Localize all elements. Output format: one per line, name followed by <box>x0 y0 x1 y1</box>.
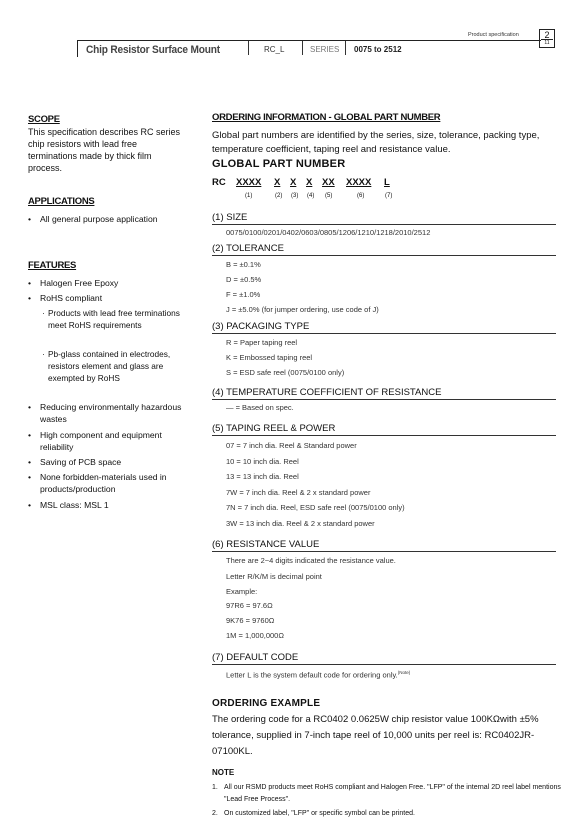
gpn-index: (3) <box>291 193 299 199</box>
default-note-mark: (Note) <box>397 670 411 675</box>
header-separator <box>248 41 249 55</box>
taping-label: (5) TAPING REEL & POWER <box>212 423 336 434</box>
section-rule <box>212 333 556 334</box>
resistance-item: Letter R/K/M is decimal point <box>226 572 322 581</box>
tolerance-item: F = ±1.0% <box>226 290 261 299</box>
gpn-part: XXXX <box>236 177 262 188</box>
gpn-index: (5) <box>325 193 333 199</box>
example-heading: ORDERING EXAMPLE <box>212 698 321 709</box>
series-label: SERIES <box>310 45 340 54</box>
gpn-part: X <box>306 177 313 188</box>
size-value: 0075/0100/0201/0402/0603/0805/1206/1210/1218/2010/2512 <box>226 228 431 237</box>
scope-text: This specification describes RC series chip resistors with lead free terminations made by thick film process. <box>28 127 181 173</box>
page-number: 2 <box>544 30 550 40</box>
section-rule <box>212 664 556 665</box>
taping-item: 7W = 7 inch dia. Reel & 2 x standard power <box>226 488 371 497</box>
gpn-part: XXXX <box>346 177 372 188</box>
size-label: (1) SIZE <box>212 212 248 223</box>
taping-item: 07 = 7 inch dia. Reel & Standard power <box>226 441 357 450</box>
taping-item: 3W = 13 inch dia. Reel & 2 x standard power <box>226 519 375 528</box>
features-heading: FEATURES <box>28 260 77 271</box>
ordering-heading: ORDERING INFORMATION - GLOBAL PART NUMBER <box>212 112 441 123</box>
product-spec-label: Product specification <box>468 32 519 38</box>
document-title: Chip Resistor Surface Mount <box>86 44 220 56</box>
default-text: Letter L is the system default code for ordering only.$^{(Note)}$ <box>226 670 411 680</box>
gpn-index: (7) <box>385 193 393 199</box>
section-rule <box>212 551 556 552</box>
taping-item: 7N = 7 inch dia. Reel, ESD safe reel (0075/0100 only) <box>226 503 405 512</box>
resistance-item: Example: <box>226 587 258 596</box>
packaging-item: K = Embossed taping reel <box>226 353 313 362</box>
tolerance-item: B = ±0.1% <box>226 260 261 269</box>
section-rule <box>212 255 556 256</box>
tcr-item: — = Based on spec. <box>226 403 294 412</box>
packaging-item: R = Paper taping reel <box>226 338 298 347</box>
gpn-part: L <box>384 177 390 188</box>
section-rule <box>212 224 556 225</box>
gpn-title: GLOBAL PART NUMBER <box>212 158 346 170</box>
gpn-part: X <box>274 177 281 188</box>
packaging-label: (3) PACKAGING TYPE <box>212 321 310 332</box>
gpn-prefix: RC <box>212 177 226 188</box>
note-heading: NOTE <box>212 768 235 777</box>
tolerance-item: D = ±0.5% <box>226 275 262 284</box>
tolerance-label: (2) TOLERANCE <box>212 243 284 254</box>
gpn-index: (2) <box>275 193 283 199</box>
page-number-box <box>539 29 555 48</box>
gpn-part: X <box>290 177 297 188</box>
taping-item: 13 = 13 inch dia. Reel <box>226 472 299 481</box>
page-total: 11 <box>544 40 550 46</box>
resistance-item: There are 2~4 digits indicated the resistance value. <box>226 556 396 565</box>
ordering-intro: Global part numbers are identified by the series, size, tolerance, packing type, temperature coefficient, taping reel and resistance value. <box>212 130 540 155</box>
gpn-part: XX <box>322 177 335 188</box>
example-text: The ordering code for a RC0402 0.0625W chip resistor value 100KΩwith ±5% tolerance, supplied in 7-inch tape reel of 10,000 units per reel is: RC0402JR-07100KL. <box>212 714 539 757</box>
series-code: RC_L <box>264 45 285 54</box>
section-rule <box>212 435 556 436</box>
default-label: (7) DEFAULT CODE <box>212 652 299 663</box>
packaging-item: S = ESD safe reel (0075/0100 only) <box>226 368 345 377</box>
tolerance-item: J = ±5.0% (for jumper ordering, use code of J) <box>226 305 379 314</box>
header-separator <box>302 41 303 55</box>
scope-heading: SCOPE <box>28 114 60 125</box>
gpn-index: (4) <box>307 193 315 199</box>
resistance-item: 97R6 = 97.6Ω <box>226 601 273 610</box>
resistance-item: 1M = 1,000,000Ω <box>226 631 284 640</box>
tcr-label: (4) TEMPERATURE COEFFICIENT OF RESISTANCE <box>212 387 442 398</box>
resistance-item: 9K76 = 9760Ω <box>226 616 275 625</box>
header-tick <box>77 40 78 57</box>
header-rule <box>77 40 541 41</box>
taping-item: 10 = 10 inch dia. Reel <box>226 457 299 466</box>
resistance-label: (6) RESISTANCE VALUE <box>212 539 320 550</box>
section-rule <box>212 399 556 400</box>
gpn-index: (1) <box>245 193 253 199</box>
series-range: 0075 to 2512 <box>354 45 402 54</box>
gpn-index: (6) <box>357 193 365 199</box>
header-separator <box>345 41 346 55</box>
applications-heading: APPLICATIONS <box>28 196 95 207</box>
